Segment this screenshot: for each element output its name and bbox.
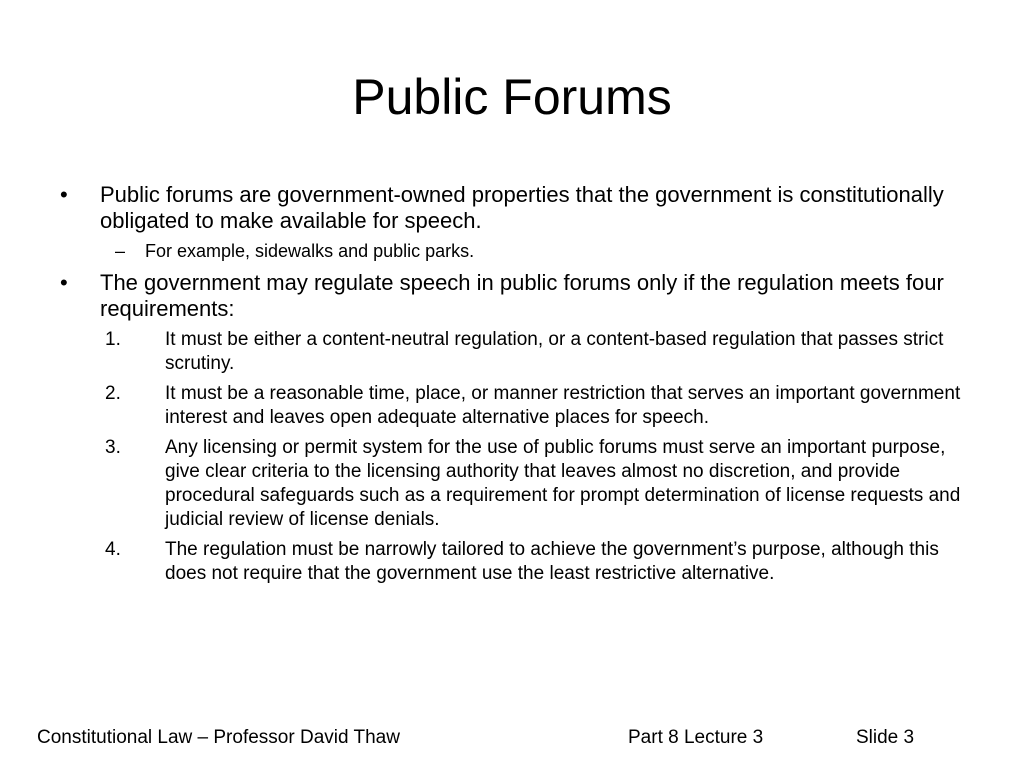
number-marker: 2. (105, 383, 121, 404)
numbered-item-text: The regulation must be narrowly tailored to achieve the government’s purpose, although this does not require that the government use the least restrictive alternative. (165, 539, 939, 584)
slide-title: Public Forums (352, 69, 672, 125)
numbered-item (60, 382, 970, 430)
bullet-item (60, 182, 970, 234)
numbered-item (60, 436, 970, 532)
numbered-item (60, 328, 970, 376)
bullet-marker: • (60, 182, 68, 207)
number-marker: 4. (105, 539, 121, 560)
number-marker: 1. (105, 329, 121, 350)
bullet-text: Public forums are government-owned properties that the government is constitutionally obligated to make available for speech. (100, 182, 944, 233)
dash-marker: – (115, 241, 126, 261)
numbered-item (60, 538, 970, 586)
numbered-list (60, 328, 970, 586)
bullet-marker: • (60, 270, 68, 295)
bullet-text: The government may regulate speech in public forums only if the regulation meets four requirements: (100, 270, 944, 321)
slide-content (60, 182, 970, 592)
sub-bullet-item (60, 240, 970, 262)
sub-bullet-text: For example, sidewalks and public parks. (145, 241, 475, 261)
number-marker: 3. (105, 437, 121, 458)
footer-course: Constitutional Law – Professor David Thaw (37, 727, 400, 748)
footer-slide-number: Slide 3 (856, 727, 915, 748)
numbered-item-text: It must be either a content-neutral regulation, or a content-based regulation that passes strict scrutiny. (165, 329, 944, 374)
bullet-item (60, 270, 970, 322)
footer-lecture: Part 8 Lecture 3 (628, 727, 764, 748)
numbered-item-text: Any licensing or permit system for the use of public forums must serve an important purpose, give clear criteria to the licensing authority that leaves almost no discretion, and provide procedural safeguards such as a requirement for prompt determination of license requests and judicial review of license denials. (165, 437, 961, 530)
numbered-item-text: It must be a reasonable time, place, or manner restriction that serves an important government interest and leaves open adequate alternative places for speech. (165, 383, 961, 428)
